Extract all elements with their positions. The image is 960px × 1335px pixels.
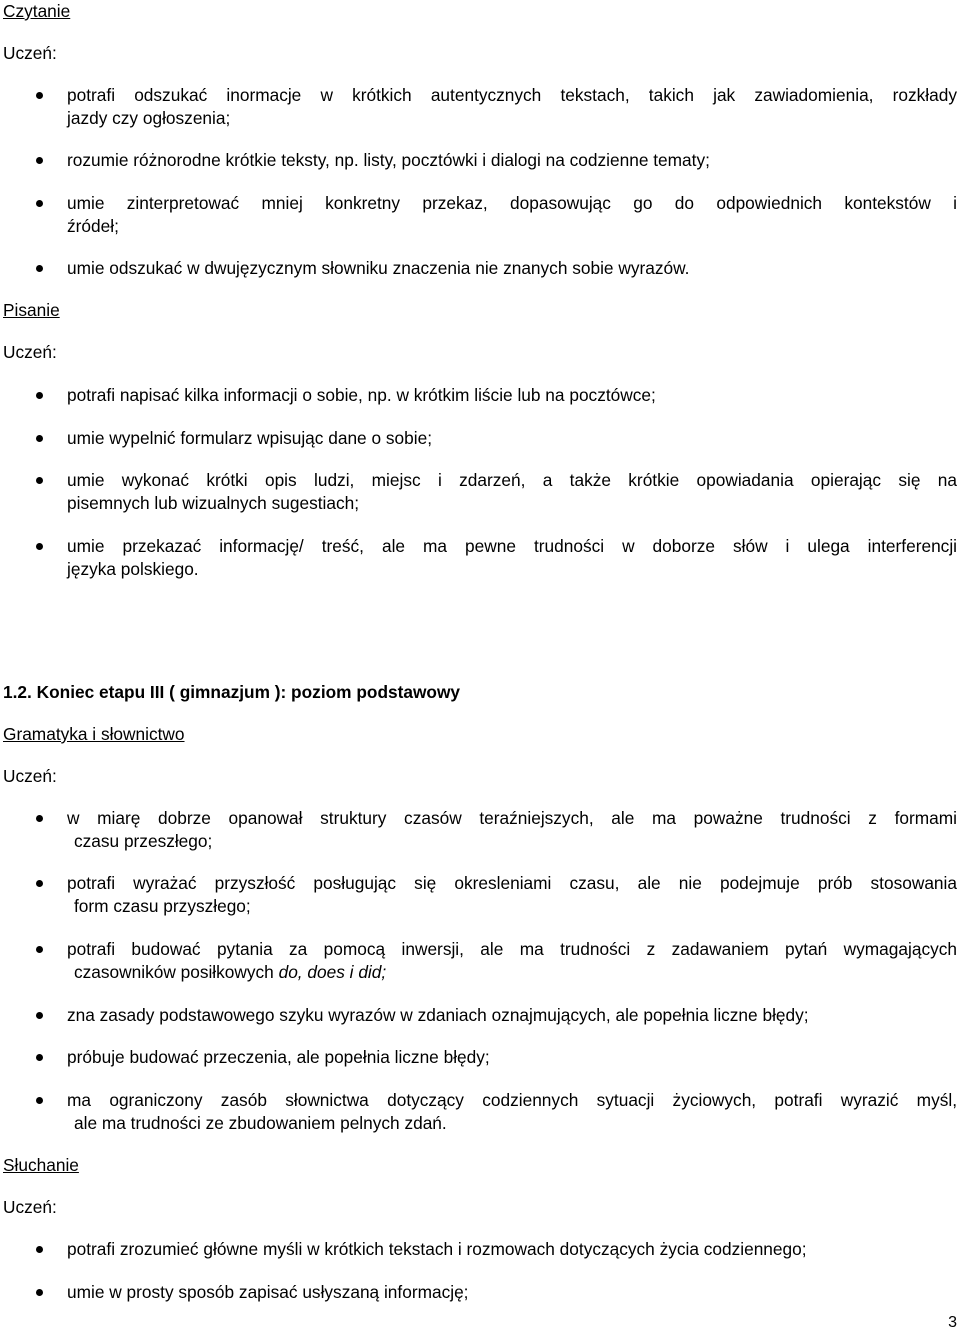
bullet-icon <box>36 543 43 550</box>
section-title: 1.2. Koniec etapu III ( gimnazjum ): poziom podstawowy <box>3 682 461 702</box>
uczen-label: Uczeń: <box>3 43 57 63</box>
list-item: umie przekazać informację/ treść, ale ma pewne trudności w doborze słów i ulega interferencji języka polskiego. <box>67 536 957 579</box>
bullet-icon <box>36 815 43 822</box>
bullet-icon <box>36 265 43 272</box>
list-item: zna zasady podstawowego szyku wyrazów w zdaniach oznajmujących, ale popełnia liczne błędy; <box>67 1005 809 1025</box>
uczen-label: Uczeń: <box>3 342 57 362</box>
bullet-icon <box>36 392 43 399</box>
bullet-icon <box>36 477 43 484</box>
list-item: w miarę dobrze opanował struktury czasów teraźniejszych, ale ma poważne trudności z formami czasu przeszłego; <box>67 808 957 851</box>
list-item: potrafi zrozumieć główne myśli w krótkich tekstach i rozmowach dotyczących życia codziennego; <box>67 1239 807 1259</box>
bullet-icon <box>36 1054 43 1061</box>
list-item: umie wykonać krótki opis ludzi, miejsc i zdarzeń, a także krótkie opowiadania opierając się na pisemnych lub wizualnych sugestiach; <box>67 470 957 513</box>
list-item: umie wypelnić formularz wpisując dane o sobie; <box>67 428 432 448</box>
bullet-icon <box>36 946 43 953</box>
list-item: rozumie różnorodne krótkie teksty, np. listy, pocztówki i dialogi na codzienne tematy; <box>67 150 710 170</box>
bullet-icon <box>36 1012 43 1019</box>
bullet-icon <box>36 1246 43 1253</box>
list-item: ma ograniczony zasób słownictwa dotyczący codziennych sytuacji życiowych, potrafi wyrazić myśl, ale ma trudności ze zbudowaniem pelnych zdań. <box>67 1090 957 1133</box>
list-item: umie zinterpretować mniej konkretny przekaz, dopasowując go do odpowiednich kontekstów i źródeł; <box>67 193 957 236</box>
bullet-icon <box>36 92 43 99</box>
list-item: potrafi napisać kilka informacji o sobie, np. w krótkim liście lub na pocztówce; <box>67 385 656 405</box>
list-item: umie w prosty sposób zapisać usłyszaną informację; <box>67 1282 469 1302</box>
bullet-icon <box>36 880 43 887</box>
list-item: potrafi odszukać inormacje w krótkich autentycznych tekstach, takich jak zawiadomienia, rozkłady jazdy czy ogłoszenia; <box>67 85 957 128</box>
bullet-icon <box>36 435 43 442</box>
list-item: umie odszukać w dwujęzycznym słowniku znaczenia nie znanych sobie wyrazów. <box>67 258 690 278</box>
list-item: potrafi budować pytania za pomocą inwersji, ale ma trudności z zadawaniem pytań wymagających czasowników posiłkowych do, does i did; <box>67 939 957 982</box>
list-item: potrafi wyrażać przyszłość posługując się okresleniami czasu, ale nie podejmuje prób stosowania form czasu przyszłego; <box>67 873 957 916</box>
italic-terms: do, does i did; <box>278 962 387 982</box>
page-number: 3 <box>948 1314 957 1331</box>
section-heading-pisanie: Pisanie <box>3 300 60 320</box>
bullet-icon <box>36 157 43 164</box>
uczen-label: Uczeń: <box>3 1197 57 1217</box>
bullet-icon <box>36 200 43 207</box>
uczen-label: Uczeń: <box>3 766 57 786</box>
section-heading-czytanie: Czytanie <box>3 1 71 21</box>
bullet-icon <box>36 1097 43 1104</box>
section-heading-sluchanie: Słuchanie <box>3 1155 79 1175</box>
section-heading-gramatyka: Gramatyka i słownictwo <box>3 724 185 744</box>
bullet-icon <box>36 1289 43 1296</box>
list-item: próbuje budować przeczenia, ale popełnia liczne błędy; <box>67 1047 490 1067</box>
